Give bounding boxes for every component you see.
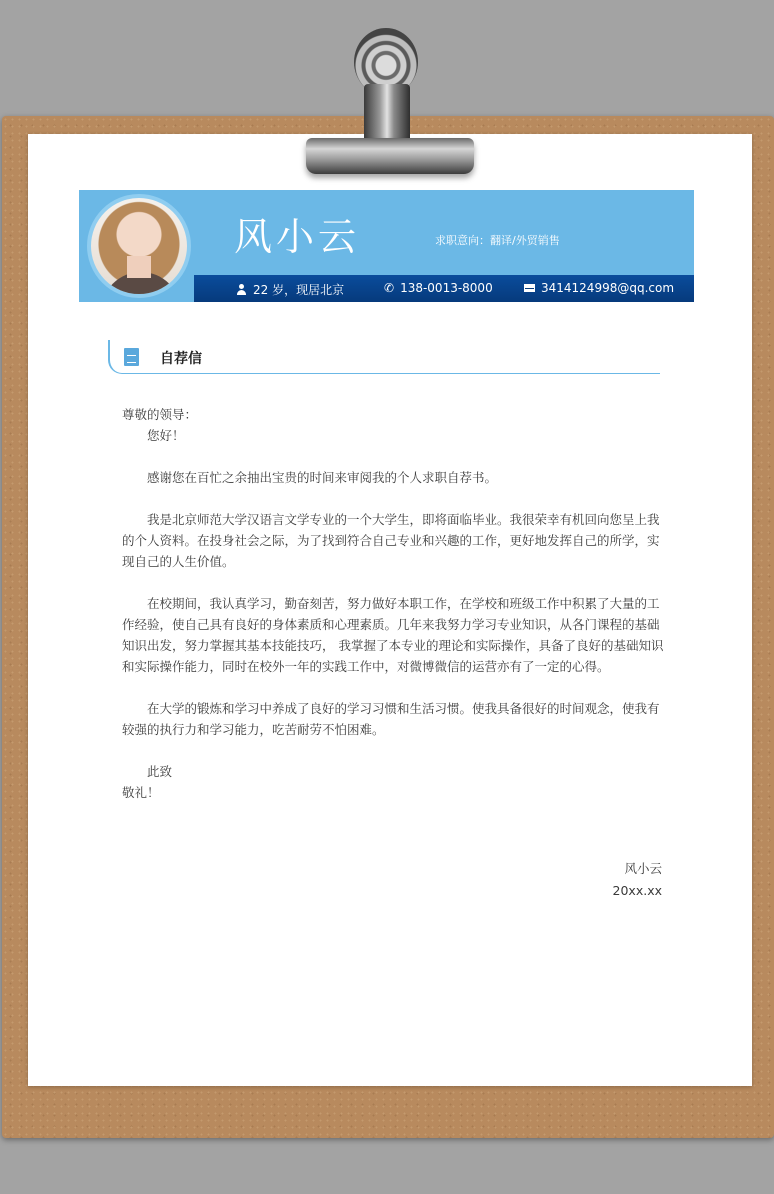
job-intent: 求职意向：翻译/外贸销售 (435, 234, 560, 247)
person-icon (236, 284, 247, 295)
contact-bar (194, 275, 694, 302)
email-item (524, 281, 674, 295)
section-heading (108, 340, 660, 374)
paragraph-3: 在校期间，我认真学习，勤奋刻苦，努力做好本职工作，在学校和班级工作中积累了大量的工作经验，使自己具有良好的身体素质和心理素质。几年来我努力学习专业知识，从各门课程的基础知识出发，努力掌握其基本技能技巧， 我掌握了本专业的理论和实际操作，具备了良好的基础知识和实际操作能力，同时在校外一年的实践工作中，对微博微信的运营亦有了一定的心得。 (122, 596, 664, 674)
signature-date: 20xx.xx (612, 883, 662, 898)
phone-text: 138-0013-8000 (400, 281, 493, 295)
age-city-item (236, 281, 344, 298)
age-city-text: 22 岁，现居北京 (253, 283, 345, 297)
binder-clip (292, 26, 482, 178)
paragraph-4: 在大学的锻炼和学习中养成了良好的学习习惯和生活习惯。使我具备很好的时间观念，使我有较强的执行力和学习能力，吃苦耐劳不怕困难。 (122, 701, 660, 737)
signature-block (613, 858, 662, 902)
greeting: 尊敬的领导： (122, 407, 198, 422)
cover-letter-body (122, 404, 666, 803)
applicant-name: 风小云 (234, 215, 361, 259)
avatar-neck (127, 256, 151, 278)
closing-line-1: 此致 (147, 764, 173, 779)
clip-neck (364, 84, 410, 146)
paragraph-1: 感谢您在百忙之余抽出宝贵的时间来审阅我的个人求职自荐书。 (147, 470, 498, 485)
phone-item (384, 281, 493, 295)
mail-icon (524, 284, 535, 292)
avatar (87, 194, 191, 298)
hello: 您好！ (147, 428, 185, 443)
paragraph-2: 我是北京师范大学汉语言文学专业的一个大学生，即将面临毕业。我很荣幸有机回向您呈上我的个人资料。在投身社会之际，为了找到符合自己专业和兴趣的工作，更好地发挥自己的所学，实现自己的人生价值。 (122, 512, 660, 569)
section-title-text: 自荐信 (160, 351, 202, 367)
clip-plate (306, 138, 474, 174)
resume-header (79, 190, 694, 302)
document-icon (124, 348, 139, 366)
closing-line-2: 敬礼！ (122, 785, 160, 800)
phone-icon: ✆ (384, 281, 395, 295)
signature-name: 风小云 (624, 861, 662, 876)
email-text: 3414124998@qq.com (541, 281, 675, 295)
